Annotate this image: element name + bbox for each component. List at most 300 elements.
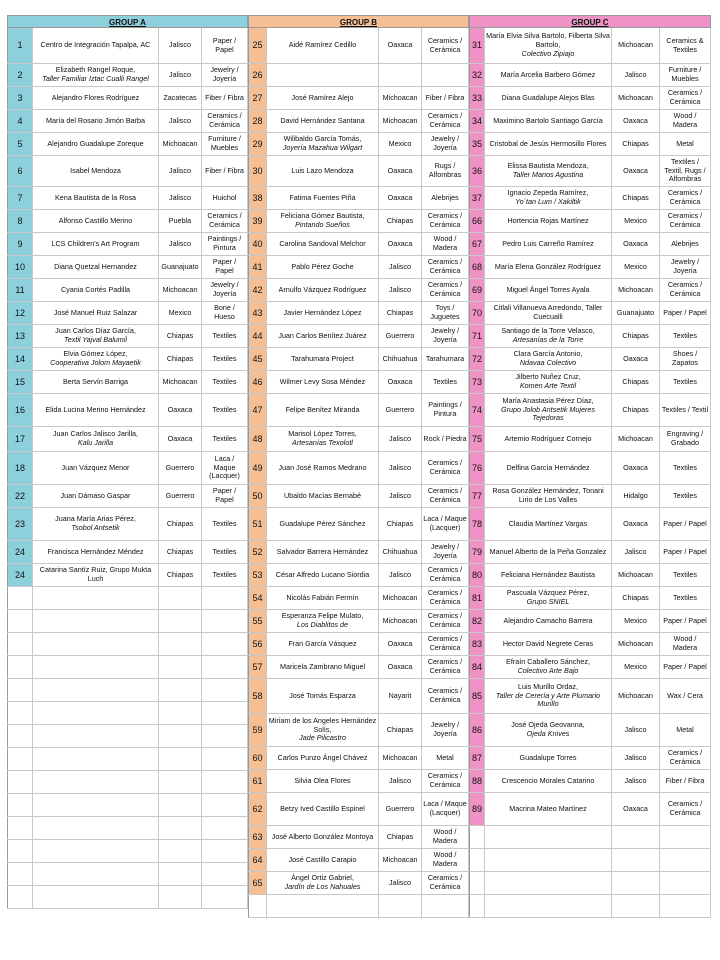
artist-name-cell	[33, 187, 159, 209]
table-row	[248, 872, 469, 895]
artist-name-cell	[267, 348, 379, 370]
table-row	[469, 485, 711, 508]
group-a-column	[7, 15, 248, 909]
artist-name: Fatima Fuentes Piña	[289, 192, 356, 202]
row-number: 65	[248, 872, 267, 894]
table-row	[7, 394, 248, 427]
artist-name-cell	[485, 302, 612, 324]
artist-name: David Hernández Santana	[280, 115, 365, 125]
state-cell: Michoacan	[379, 587, 422, 609]
medium-cell: Wood / Madera	[660, 633, 711, 655]
table-row	[248, 849, 469, 872]
artist-name-cell	[33, 256, 159, 278]
row-number: 62	[248, 793, 267, 825]
artist-name: Juana María Arias Pérez,	[55, 514, 136, 524]
artist-name: Clara García Antonio,	[513, 349, 583, 359]
medium-cell: Ceramics / Cerámica	[422, 770, 469, 792]
artist-name: Miguel Ángel Torres Ayala	[506, 284, 590, 294]
state-cell: Chihuahua	[379, 541, 422, 563]
artist-name-cell	[267, 679, 379, 713]
medium-cell: Toys / Juguetes	[422, 302, 469, 324]
artist-name-cell	[485, 747, 612, 769]
group-c-column	[469, 15, 711, 918]
artist-name: Manuel Alberto de la Peña Gonzalez	[489, 546, 607, 556]
medium-cell: Ceramics / Cerámica	[660, 187, 711, 209]
empty-cell	[422, 895, 469, 917]
empty-cell	[7, 863, 33, 885]
artist-name: Esperanza Felipe Mulato,	[281, 611, 364, 621]
table-row	[248, 64, 469, 87]
state-cell: Jalisco	[379, 564, 422, 586]
row-number: 6	[7, 156, 33, 186]
empty-cell	[469, 849, 485, 871]
row-number: 83	[469, 633, 485, 655]
empty-cell	[202, 725, 248, 747]
empty-cell	[7, 748, 33, 770]
medium-cell: Wood / Madera	[660, 110, 711, 132]
row-number: 10	[7, 256, 33, 278]
artist-name: Citlali Villanueva Arredondo, Taller Cuecualli	[493, 303, 603, 321]
state-cell: Puebla	[159, 210, 202, 232]
row-number: 63	[248, 826, 267, 848]
table-row	[248, 826, 469, 849]
state-cell: Mexico	[379, 133, 422, 155]
empty-cell	[159, 794, 202, 816]
row-number: 82	[469, 610, 485, 632]
row-number: 11	[7, 279, 33, 301]
empty-row	[469, 872, 711, 895]
empty-row	[7, 794, 248, 817]
state-cell: Jalisco	[612, 714, 660, 746]
artist-name-cell	[33, 348, 159, 370]
empty-cell	[159, 702, 202, 724]
empty-row	[7, 863, 248, 886]
table-row	[248, 656, 469, 679]
row-number: 49	[248, 452, 267, 484]
table-row	[248, 371, 469, 394]
row-number: 52	[248, 541, 267, 563]
empty-row	[7, 748, 248, 771]
collective-name: Los Diablitos de	[296, 620, 349, 629]
empty-cell	[7, 610, 33, 632]
artist-name-cell	[485, 633, 612, 655]
artist-name: Francisca Hernández Méndez	[47, 546, 144, 556]
artist-name-cell	[485, 770, 612, 792]
artist-name: Feliciana Hernández Bautista	[501, 569, 595, 579]
state-cell: Oaxaca	[612, 348, 660, 370]
table-row	[248, 394, 469, 427]
artist-name: Carlos Punzo Ángel Chávez	[277, 752, 368, 762]
medium-cell: Shoes / Zapatos	[660, 348, 711, 370]
artist-name-cell	[267, 564, 379, 586]
artist-name-cell	[33, 371, 159, 393]
row-number: 68	[469, 256, 485, 278]
artist-name-cell	[33, 87, 159, 109]
group-c-rows	[469, 28, 711, 918]
table-row	[248, 210, 469, 233]
medium-cell: Huichol	[202, 187, 248, 209]
medium-cell: Textiles / Textil	[660, 394, 711, 426]
artist-name: Luis Lazo Mendoza	[291, 165, 354, 175]
artist-name: Pascuala Vázquez Pérez,	[506, 588, 590, 598]
empty-cell	[660, 872, 711, 894]
row-number: 38	[248, 187, 267, 209]
artist-name-cell	[485, 656, 612, 678]
row-number: 30	[248, 156, 267, 186]
artist-name-cell	[485, 371, 612, 393]
state-cell: Chihuahua	[379, 348, 422, 370]
row-number: 47	[248, 394, 267, 426]
medium-cell: Paintings / Pintura	[202, 233, 248, 255]
artist-name-cell	[33, 133, 159, 155]
medium-cell: Textiles / Textil, Rugs / Alfombras	[660, 156, 711, 186]
medium-cell: Textiles	[660, 325, 711, 347]
row-number: 9	[7, 233, 33, 255]
table-row	[469, 679, 711, 714]
medium-cell: Paper / Papel	[660, 656, 711, 678]
table-row	[7, 452, 248, 485]
table-row	[7, 87, 248, 110]
table-row	[7, 256, 248, 279]
artist-name: Alejandro Guadalupe Zoreque	[47, 138, 144, 148]
empty-cell	[202, 840, 248, 862]
artist-name: José Castillo Carapio	[288, 854, 357, 864]
row-number: 31	[469, 28, 485, 63]
artist-name-cell	[267, 485, 379, 507]
table-row	[248, 256, 469, 279]
table-row	[469, 110, 711, 133]
medium-cell: Textiles	[660, 564, 711, 586]
artist-name: Cristobal de Jesús Hermosillo Flores	[489, 138, 607, 148]
artist-name: Marisol López Torres,	[288, 429, 357, 439]
state-cell: Michoacan	[159, 279, 202, 301]
artist-name-cell	[485, 233, 612, 255]
empty-cell	[33, 840, 159, 862]
table-row	[248, 587, 469, 610]
artist-name-cell	[267, 233, 379, 255]
table-row	[248, 452, 469, 485]
empty-row	[7, 771, 248, 794]
state-cell: Jalisco	[159, 187, 202, 209]
artist-name: Claudia Martínez Vargas	[508, 518, 588, 528]
empty-cell	[7, 771, 33, 793]
state-cell: Jalisco	[159, 28, 202, 63]
artist-name: Juan Carlos Benítez Juárez	[278, 330, 367, 340]
medium-cell: Ceramics / Cerámica	[422, 656, 469, 678]
table-row	[7, 187, 248, 210]
artist-name: María Elvia Silva Bartolo, Filberta Silva Bartolo,	[486, 31, 610, 50]
empty-cell	[33, 656, 159, 678]
table-row	[248, 302, 469, 325]
table-row	[7, 348, 248, 371]
state-cell: Mexico	[612, 256, 660, 278]
artist-name-cell	[33, 564, 159, 586]
row-number: 77	[469, 485, 485, 507]
artist-name-cell	[267, 541, 379, 563]
row-number: 48	[248, 427, 267, 451]
empty-row	[7, 886, 248, 909]
table-row	[248, 325, 469, 348]
row-number: 37	[469, 187, 485, 209]
table-row	[7, 302, 248, 325]
artist-name-cell	[485, 28, 612, 63]
state-cell: Guerrero	[159, 485, 202, 507]
artist-name-cell	[485, 452, 612, 484]
artist-name: Catarina Santíz Ruiz, Grupo Mukta Luch	[39, 565, 152, 583]
table-row	[248, 485, 469, 508]
collective-name: Joyería Mazahua Wilgart	[282, 143, 363, 152]
row-number: 46	[248, 371, 267, 393]
state-cell: Michoacan	[379, 610, 422, 632]
state-cell: Michoacan	[379, 87, 422, 109]
row-number: 60	[248, 747, 267, 769]
state-cell: Jalisco	[379, 279, 422, 301]
state-cell: Chiapas	[379, 714, 422, 746]
group-a-header: GROUP A	[7, 15, 248, 28]
empty-cell	[485, 849, 612, 871]
table-row	[469, 28, 711, 64]
row-number: 35	[469, 133, 485, 155]
empty-cell	[33, 633, 159, 655]
collective-name: Textil Yajval Balumil	[64, 335, 127, 344]
artist-name-cell	[267, 302, 379, 324]
artist-name-cell	[33, 325, 159, 347]
row-number: 88	[469, 770, 485, 792]
artist-name: Aidé Ramírez Cedillo	[288, 40, 357, 50]
row-number: 3	[7, 87, 33, 109]
row-number: 55	[248, 610, 267, 632]
artist-name: Crescencio Morales Catarino	[501, 775, 595, 785]
collective-name: Grupo Jolob Antsetik Mujeres Tejedoras	[500, 404, 595, 423]
artist-name-cell	[485, 610, 612, 632]
state-cell: Hidalgo	[612, 485, 660, 507]
medium-cell: Ceramics / Cerámica	[422, 587, 469, 609]
artist-name-cell	[485, 394, 612, 426]
artist-name: Miriam de los Angeles Hernández Solís,	[268, 715, 377, 734]
artist-name-cell	[485, 64, 612, 86]
artist-name-cell	[267, 793, 379, 825]
medium-cell: Ceramics / Cerámica	[422, 279, 469, 301]
state-cell: Michoacan	[612, 564, 660, 586]
table-row	[248, 233, 469, 256]
row-number: 70	[469, 302, 485, 324]
empty-cell	[159, 748, 202, 770]
medium-cell: Paper / Papel	[660, 302, 711, 324]
row-number: 78	[469, 508, 485, 540]
state-cell: Mexico	[612, 656, 660, 678]
table-row	[469, 187, 711, 210]
state-cell: Mexico	[612, 210, 660, 232]
row-number: 64	[248, 849, 267, 871]
row-number: 25	[248, 28, 267, 63]
table-row	[7, 485, 248, 508]
artist-name-cell	[485, 156, 612, 186]
artist-name: Salvador Barrera Hernández	[276, 546, 369, 556]
medium-cell: Textiles	[660, 485, 711, 507]
medium-cell: Jewelry / Joyería	[202, 64, 248, 86]
empty-cell	[485, 872, 612, 894]
table-row	[469, 656, 711, 679]
medium-cell: Textiles	[202, 371, 248, 393]
row-number: 87	[469, 747, 485, 769]
medium-cell: Engraving / Grabado	[660, 427, 711, 451]
empty-cell	[159, 886, 202, 908]
row-number: 14	[7, 348, 33, 370]
medium-cell: Ceramics / Cerámica	[422, 28, 469, 63]
state-cell: Chiapas	[159, 508, 202, 540]
empty-cell	[33, 587, 159, 609]
state-cell: Guanajuato	[612, 302, 660, 324]
row-number: 23	[7, 508, 33, 540]
empty-cell	[485, 895, 612, 917]
artist-name-cell	[485, 485, 612, 507]
state-cell: Chiapas	[159, 564, 202, 586]
collective-name: Artesanías Texolotl	[292, 438, 353, 447]
row-number: 85	[469, 679, 485, 713]
artist-name: José Tomás Esparza	[289, 690, 356, 700]
medium-cell: Textiles	[202, 394, 248, 426]
state-cell: Michoacan	[612, 87, 660, 109]
state-cell: Guerrero	[379, 394, 422, 426]
empty-cell	[33, 863, 159, 885]
collective-name: Colectivo Zipiajo	[521, 48, 575, 58]
row-number: 76	[469, 452, 485, 484]
medium-cell: Furniture / Muebles	[660, 64, 711, 86]
collective-name: Ndavaa Colectivo	[519, 358, 577, 367]
artist-name: Wilibaldo García Tomás,	[283, 134, 362, 144]
state-cell: Jalisco	[612, 747, 660, 769]
empty-cell	[202, 656, 248, 678]
table-row	[469, 793, 711, 826]
artist-name-cell	[267, 133, 379, 155]
medium-cell: Paper / Papel	[660, 610, 711, 632]
artist-name-cell	[267, 770, 379, 792]
state-cell: Michoacan	[612, 633, 660, 655]
state-cell: Oaxaca	[379, 656, 422, 678]
collective-name: Taller Manos Agustina	[512, 170, 584, 179]
empty-row	[7, 587, 248, 610]
artist-name: José Manuel Ruiz Salazar	[53, 307, 138, 317]
empty-cell	[33, 610, 159, 632]
state-cell: Jalisco	[612, 541, 660, 563]
row-number: 43	[248, 302, 267, 324]
empty-cell	[485, 826, 612, 848]
artist-name: Berta Servín Barriga	[62, 376, 129, 386]
empty-cell	[7, 840, 33, 862]
empty-cell	[202, 702, 248, 724]
table-row	[469, 64, 711, 87]
empty-row	[7, 817, 248, 840]
medium-cell: Ceramics / Cerámica	[660, 747, 711, 769]
medium-cell: Metal	[660, 714, 711, 746]
table-row	[7, 64, 248, 87]
empty-cell	[159, 587, 202, 609]
medium-cell: Ceramics / Cerámica	[660, 87, 711, 109]
empty-cell	[159, 817, 202, 839]
medium-cell: Jewelry / Joyería	[422, 133, 469, 155]
medium-cell: Ceramics / Cerámica	[202, 110, 248, 132]
artist-name-cell	[485, 256, 612, 278]
artist-name: Efraín Caballero Sánchez,	[506, 657, 590, 667]
medium-cell: Jewelry / Joyería	[422, 325, 469, 347]
state-cell: Oaxaca	[612, 508, 660, 540]
empty-cell	[33, 725, 159, 747]
artist-name-cell	[485, 714, 612, 746]
state-cell: Oaxaca	[379, 156, 422, 186]
row-number: 5	[7, 133, 33, 155]
empty-cell	[248, 895, 267, 917]
table-row	[248, 110, 469, 133]
table-row	[248, 714, 469, 747]
state-cell: Chiapas	[612, 394, 660, 426]
state-cell: Chiapas	[159, 325, 202, 347]
table-row	[7, 133, 248, 156]
collective-name: Cooperativa Jolom Mayaetik	[50, 358, 141, 367]
state-cell: Chiapas	[379, 826, 422, 848]
state-cell: Oaxaca	[159, 394, 202, 426]
state-cell: Michoacan	[612, 28, 660, 63]
collective-name: Artesanías de la Torre	[512, 335, 584, 344]
empty-cell	[159, 633, 202, 655]
state-cell: Jalisco	[379, 485, 422, 507]
row-number: 89	[469, 793, 485, 825]
table-row	[469, 279, 711, 302]
artist-name: Isabel Mendoza	[70, 165, 121, 175]
artist-name-cell	[485, 325, 612, 347]
state-cell: Guanajuato	[159, 256, 202, 278]
artist-name-cell	[267, 633, 379, 655]
artist-name-cell	[267, 371, 379, 393]
collective-name: Komen Arte Textil	[519, 381, 577, 390]
medium-cell: Textiles	[660, 587, 711, 609]
table-row	[248, 133, 469, 156]
artist-name: Javier Hernández López	[283, 307, 362, 317]
artist-name-cell	[33, 64, 159, 86]
state-cell: Mexico	[612, 610, 660, 632]
empty-cell	[33, 794, 159, 816]
medium-cell: Rugs / Alfombras	[422, 156, 469, 186]
artist-name: Pablo Pérez Goche	[291, 261, 354, 271]
table-row	[469, 564, 711, 587]
collective-name: Ojeda Knives	[526, 729, 570, 738]
artist-name: Elissa Bautista Mendoza,	[507, 161, 589, 171]
state-cell: Chiapas	[612, 133, 660, 155]
row-number: 72	[469, 348, 485, 370]
empty-cell	[7, 886, 33, 908]
table-row	[248, 348, 469, 371]
medium-cell: Paintings / Pintura	[422, 394, 469, 426]
artist-name-cell	[485, 133, 612, 155]
empty-row	[7, 725, 248, 748]
collective-name: Grupo SNIEL	[526, 597, 570, 606]
artist-name: Maricela Zambrano Miguel	[279, 661, 366, 671]
row-number: 18	[7, 452, 33, 484]
row-number: 2	[7, 64, 33, 86]
empty-cell	[33, 748, 159, 770]
medium-cell: Fiber / Fibra	[202, 87, 248, 109]
table-row	[469, 587, 711, 610]
table-row	[248, 28, 469, 64]
empty-cell	[612, 826, 660, 848]
collective-name: Kalu Jarilla	[77, 438, 114, 447]
collective-name: Pintando Sueños	[295, 220, 350, 229]
table-row	[248, 679, 469, 714]
artist-name: José Ramírez Alejo	[291, 92, 354, 102]
artist-name-cell	[485, 187, 612, 209]
artist-name-cell	[267, 210, 379, 232]
row-number: 7	[7, 187, 33, 209]
artist-name-cell	[485, 508, 612, 540]
